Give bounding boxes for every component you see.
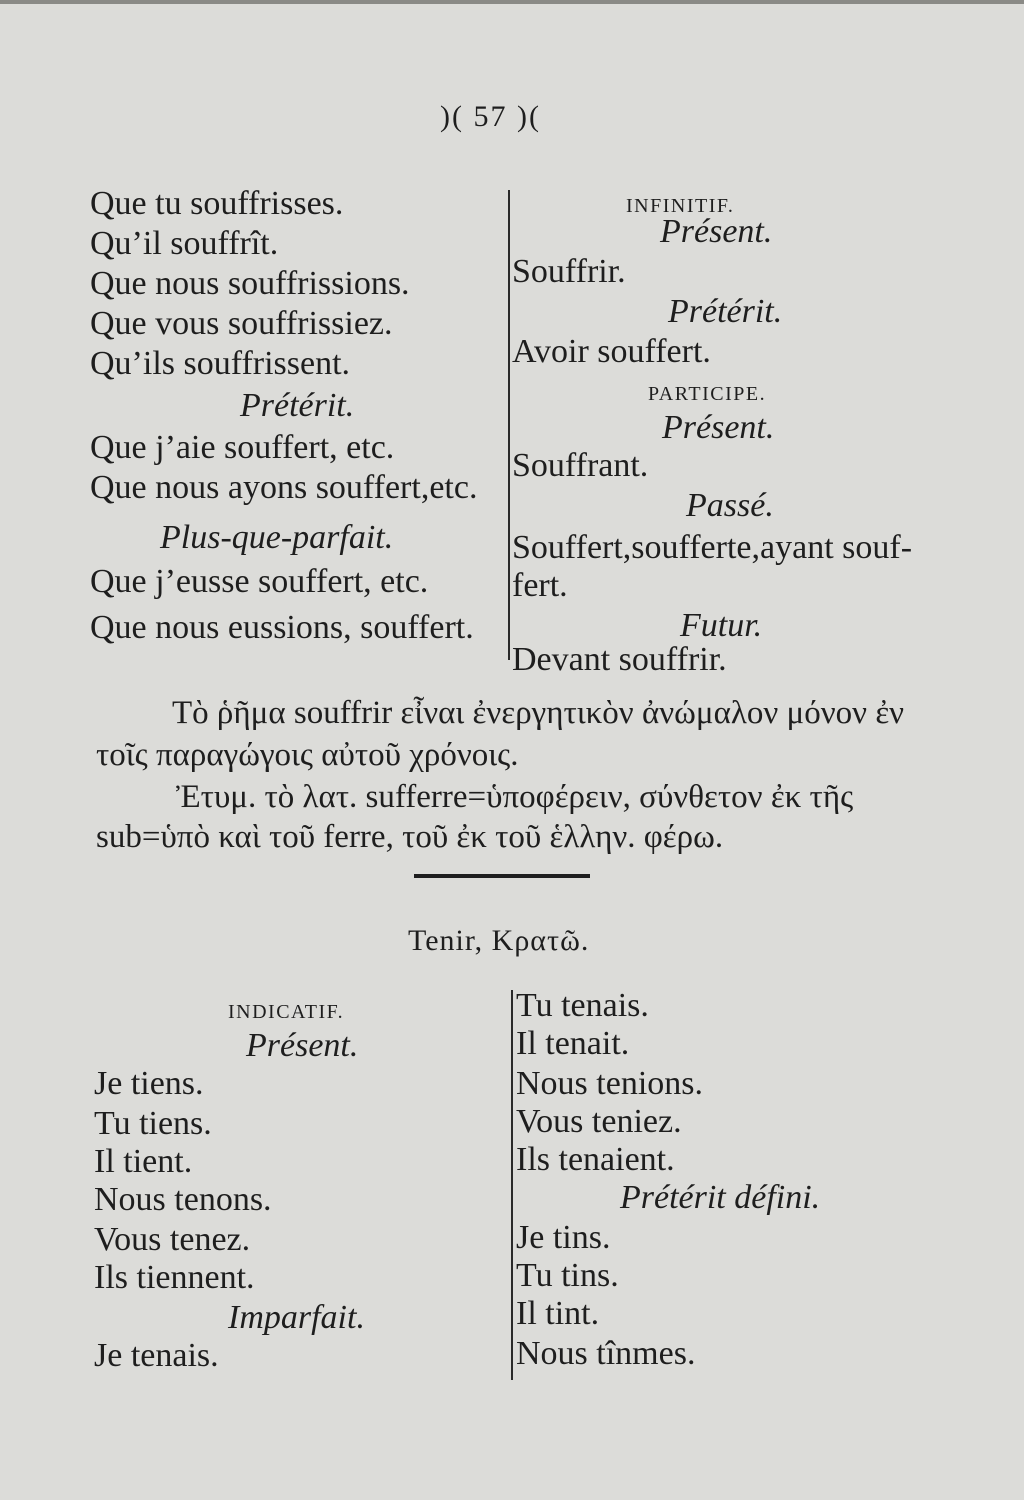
conjugation-line: Que nous ayons souffert,etc. xyxy=(90,469,478,506)
conjugation-line: Souffrir. xyxy=(512,253,626,290)
conjugation-line: Devant souffrir. xyxy=(512,641,727,678)
greek-note-line: Τὸ ῥῆμα souffrir εἶναι ἐνεργητικὸν ἀνώμαλον μόνον ἐν xyxy=(172,695,905,731)
tense-heading: Imparfait. xyxy=(228,1299,365,1336)
conjugation-line: Nous tînmes. xyxy=(516,1335,696,1372)
conjugation-line: Avoir souffert. xyxy=(512,333,711,370)
conjugation-line: Il tenait. xyxy=(516,1025,630,1062)
tense-heading: Présent. xyxy=(246,1027,359,1064)
greek-note-line: sub=ὑπὸ καὶ τοῦ ferre, τοῦ ἐκ τοῦ ἑλλην. φέρω. xyxy=(96,819,724,855)
conjugation-line: Que j’eusse souffert, etc. xyxy=(90,563,429,600)
tense-heading: Futur. xyxy=(680,607,763,644)
column-divider xyxy=(511,990,513,1380)
conjugation-line: Que j’aie souffert, etc. xyxy=(90,429,395,466)
column-divider xyxy=(508,190,510,660)
conjugation-line: Qu’il souffrît. xyxy=(90,225,279,262)
conjugation-line: Que vous souffrissiez. xyxy=(90,305,393,342)
conjugation-line: Nous tenons. xyxy=(94,1181,272,1218)
verb-title: Tenir, Κρατῶ. xyxy=(408,924,590,957)
conjugation-line: Il tient. xyxy=(94,1143,193,1180)
conjugation-line: Ils tenaient. xyxy=(516,1141,675,1178)
tense-heading: Présent. xyxy=(660,213,773,250)
conjugation-line: Je tenais. xyxy=(94,1337,219,1374)
conjugation-line: Je tiens. xyxy=(94,1065,204,1102)
conjugation-line: Qu’ils souffrissent. xyxy=(90,345,351,382)
mood-heading: INFINITIF. xyxy=(626,195,735,217)
conjugation-line: Il tint. xyxy=(516,1295,600,1332)
tense-heading: Prétérit. xyxy=(240,387,355,424)
page-top-edge xyxy=(0,0,1024,4)
conjugation-line: Je tins. xyxy=(516,1219,611,1256)
greek-note-line: Ἐτυμ. τὸ λατ. sufferre=ὑποφέρειν, σύνθετον ἐκ τῆς xyxy=(176,779,854,815)
conjugation-line: Que tu souffrisses. xyxy=(90,185,344,222)
conjugation-line: Tu tenais. xyxy=(516,987,649,1024)
tense-heading: Plus-que-parfait. xyxy=(160,519,394,556)
conjugation-line: Nous tenions. xyxy=(516,1065,703,1102)
tense-heading: Passé. xyxy=(686,487,774,524)
conjugation-line: Ils tiennent. xyxy=(94,1259,255,1296)
conjugation-line: Vous teniez. xyxy=(516,1103,682,1140)
conjugation-line: Vous tenez. xyxy=(94,1221,251,1258)
tense-heading: Présent. xyxy=(662,409,775,446)
mood-heading: INDICATIF. xyxy=(228,1001,345,1023)
section-separator xyxy=(414,874,590,878)
conjugation-line: Souffrant. xyxy=(512,447,649,484)
conjugation-line: fert. xyxy=(512,567,568,604)
tense-heading: Prétérit. xyxy=(668,293,783,330)
conjugation-line: Que nous eussions, souffert. xyxy=(90,609,474,646)
mood-heading: PARTICIPE. xyxy=(648,383,767,405)
greek-note-line: τοῖς παραγώγοις αὐτοῦ χρόνοις. xyxy=(96,737,519,773)
conjugation-line: Souffert,soufferte,ayant souf- xyxy=(512,529,913,566)
conjugation-line: Tu tiens. xyxy=(94,1105,212,1142)
conjugation-line: Tu tins. xyxy=(516,1257,619,1294)
page-number: )( 57 )( xyxy=(440,100,541,133)
conjugation-line: Que nous souffrissions. xyxy=(90,265,410,302)
tense-heading: Prétérit défini. xyxy=(620,1179,821,1216)
